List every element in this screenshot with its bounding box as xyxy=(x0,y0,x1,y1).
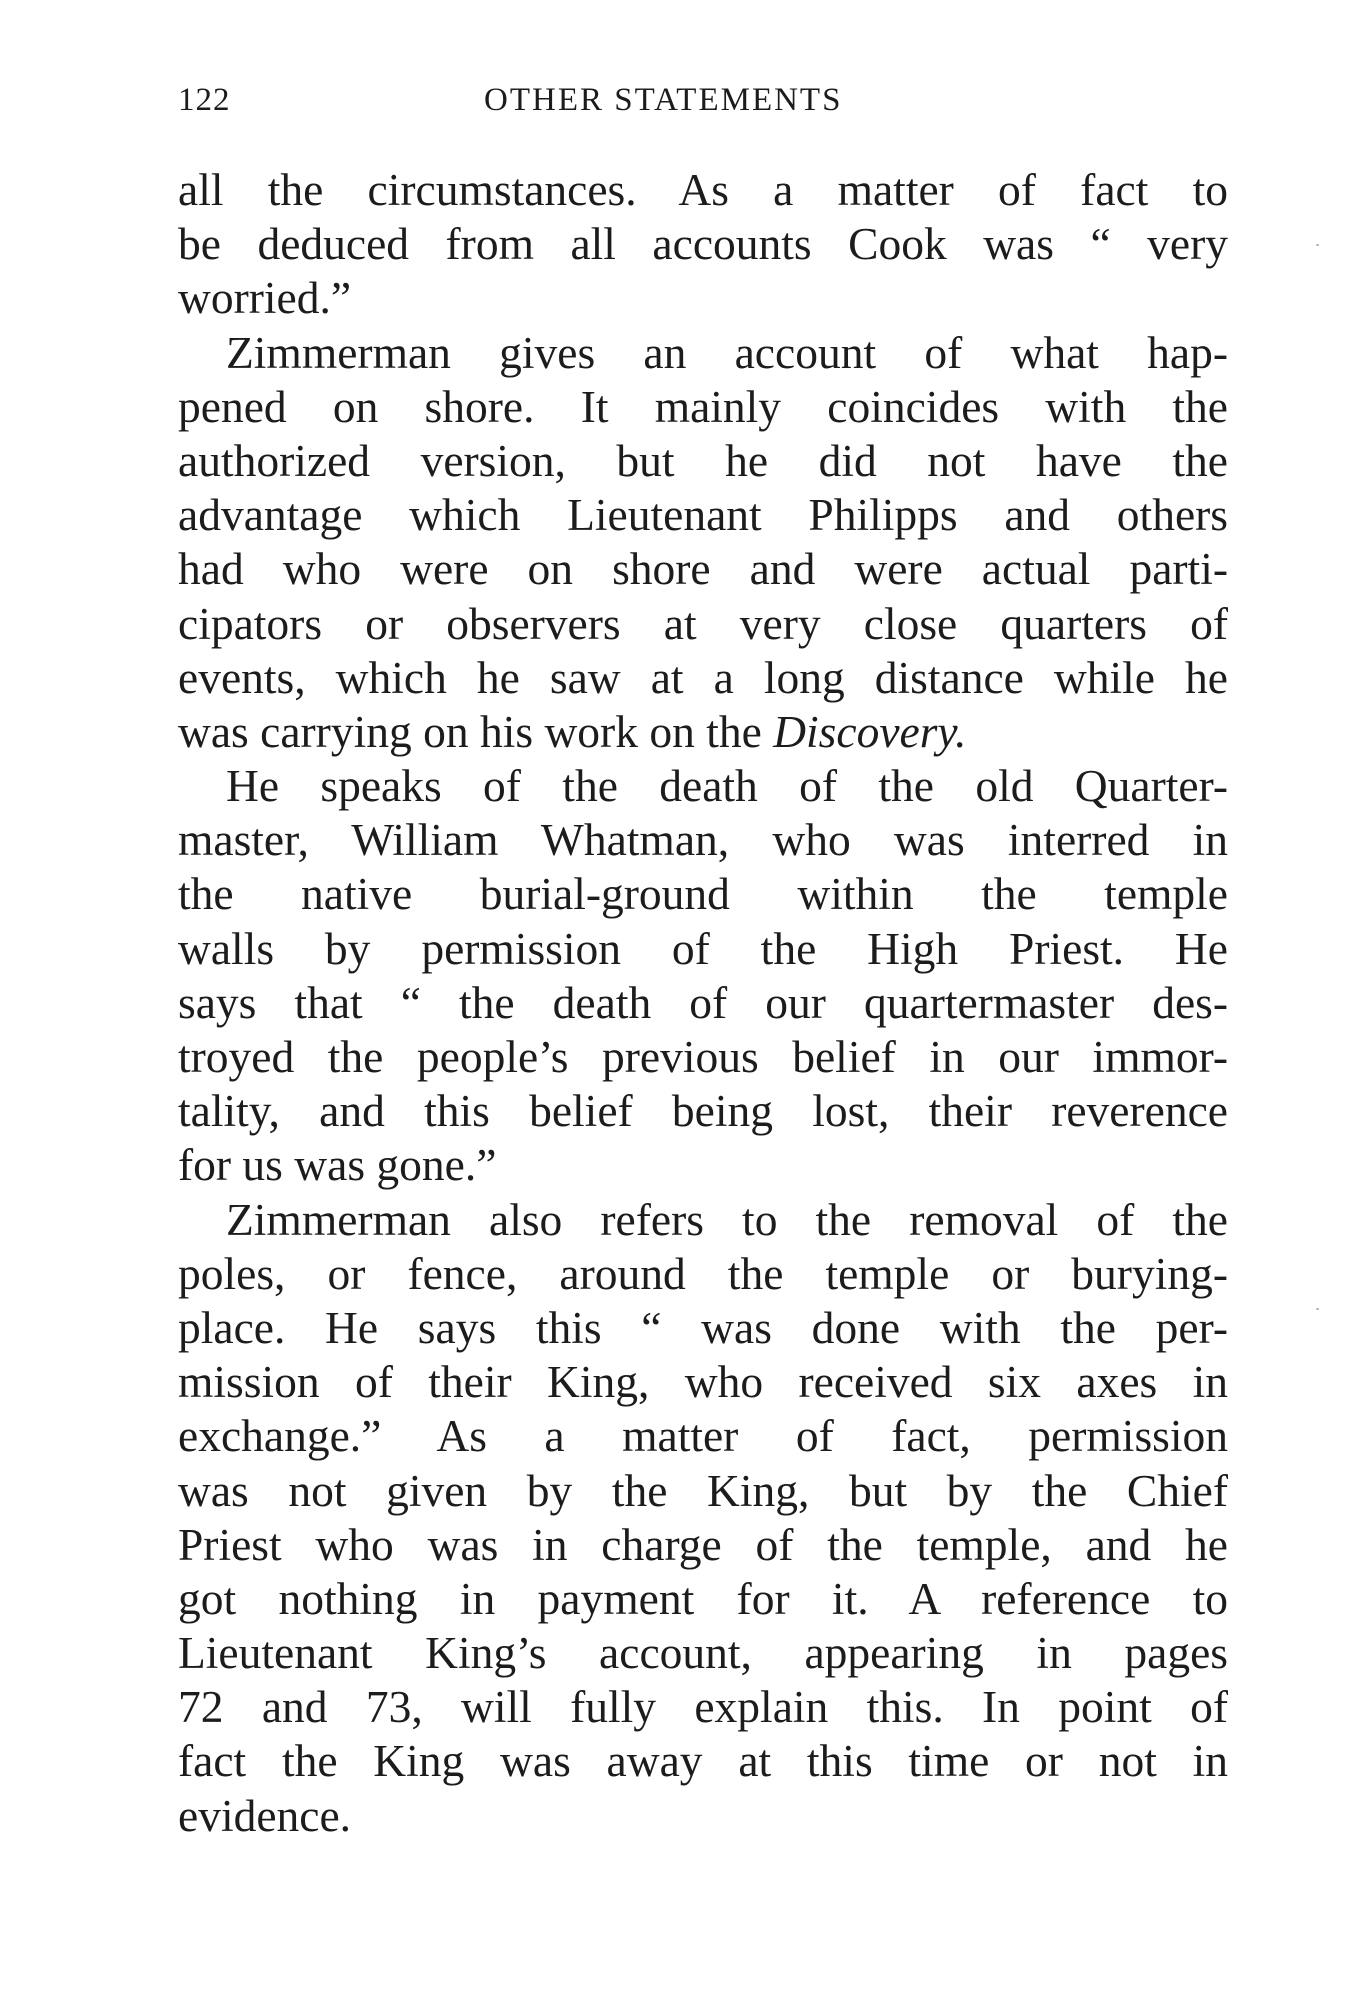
text-line: walls by permission of the High Priest. He xyxy=(178,922,1228,974)
text-line: Zimmerman gives an account of what hap- xyxy=(226,326,1228,378)
running-title: OTHER STATEMENTS xyxy=(484,82,843,118)
text-line: evidence. xyxy=(178,1789,352,1841)
paper-speck xyxy=(1316,1308,1319,1310)
text-line: Lieutenant King’s account, appearing in pages xyxy=(178,1627,1228,1679)
text-line: troyed the people’s previous belief in our immor- xyxy=(178,1031,1228,1082)
text-line: tality, and this belief being lost, their reverence xyxy=(178,1085,1228,1137)
text-line: poles, or fence, around the temple or burying- xyxy=(178,1247,1228,1299)
text-line: advantage which Lieutenant Philipps and others xyxy=(178,489,1228,541)
page-number: 122 xyxy=(178,82,231,118)
text-line: events, which he saw at a long distance while he xyxy=(178,651,1228,703)
text-line: got nothing in payment for it. A reference to xyxy=(178,1572,1228,1624)
text-line: Zimmerman also refers to the removal of the xyxy=(226,1193,1228,1245)
text-line: Priest who was in charge of the temple, and he xyxy=(178,1518,1228,1570)
text-line-with-italic xyxy=(178,705,1228,759)
running-head xyxy=(178,82,1228,132)
body-text xyxy=(178,163,1228,1843)
text-line: was not given by the King, but by the Chief xyxy=(178,1464,1228,1516)
text-line: master, William Whatman, who was interred in xyxy=(178,814,1228,866)
text-line: He speaks of the death of the old Quarter- xyxy=(226,760,1228,812)
text-line: be deduced from all accounts Cook was “ very xyxy=(178,218,1228,270)
text-line: for us was gone.” xyxy=(178,1139,497,1191)
text-line: authorized version, but he did not have the xyxy=(178,434,1228,486)
text-line: had who were on shore and were actual parti- xyxy=(178,543,1228,595)
text-line: the native burial-ground within the temple xyxy=(178,868,1228,920)
text-line: cipators or observers at very close quarters of xyxy=(178,597,1228,649)
text-line: exchange.” As a matter of fact, permission xyxy=(178,1410,1228,1462)
text-line: worried.” xyxy=(178,272,352,324)
ship-name: Discovery. xyxy=(773,705,967,757)
text-line: place. He says this “ was done with the per- xyxy=(178,1301,1228,1353)
text-line: pened on shore. It mainly coincides with the xyxy=(178,380,1228,432)
text-line: all the circumstances. As a matter of fact to xyxy=(178,164,1228,215)
text-line: says that “ the death of our quartermaster des- xyxy=(178,976,1228,1028)
text-line-start: was carrying on his work on the xyxy=(178,705,762,757)
text-line: fact the King was away at this time or not in xyxy=(178,1735,1228,1787)
text-line: mission of their King, who received six axes in xyxy=(178,1356,1228,1408)
paper-speck xyxy=(1316,244,1319,246)
text-line: 72 and 73, will fully explain this. In point of xyxy=(178,1681,1228,1733)
